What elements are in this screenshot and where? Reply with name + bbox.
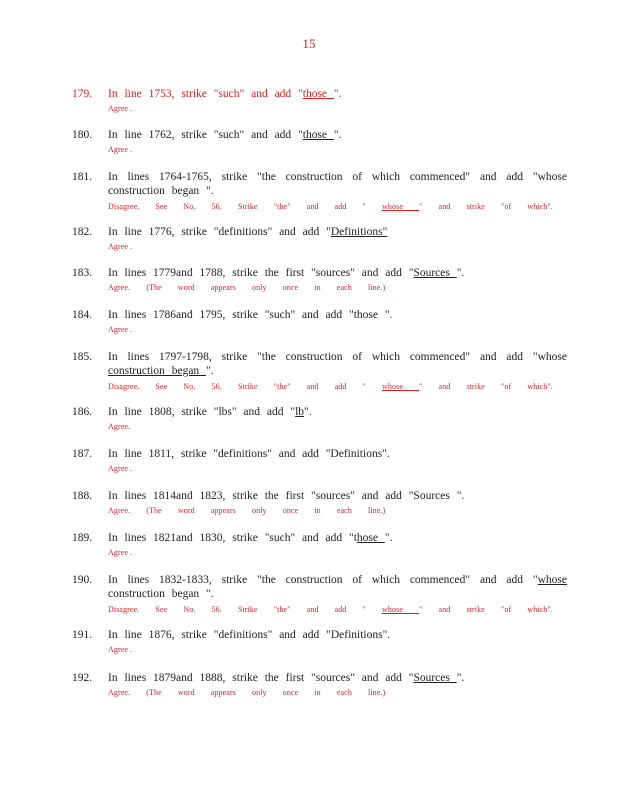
item-number: 181.	[72, 171, 93, 183]
item-text: In lines 1786and 1795, strike "such" and add "those ".	[108, 309, 393, 321]
item-number: 188.	[72, 490, 93, 502]
item-note: Agree.	[108, 422, 131, 431]
item-text-line-1: In lines 1764-1765, strike "the construction of which commenced" and add "whose	[108, 171, 567, 183]
item-note: Agree. (The word appears only once in each line.)	[108, 283, 386, 292]
item-text: In lines 1814and 1823, strike the first "sources" and add "Sources ".	[108, 490, 465, 502]
item-note: Agree .	[108, 145, 133, 154]
item-text: In line 1776, strike "definitions" and add "Definitions"	[108, 226, 388, 238]
item-number: 185.	[72, 351, 93, 363]
item-number: 186.	[72, 406, 93, 418]
item-text: In line 1808, strike "lbs" and add "lb".	[108, 406, 312, 418]
item-text-line-2: construction began ".	[108, 185, 214, 197]
item-note: Disagree. See No. 56. Strike "the" and add " whose " and strike "of which".	[108, 202, 553, 211]
item-note: Disagree. See No. 56. Strike "the" and add " whose " and strike "of which".	[108, 605, 553, 614]
item-text: In lines 1779and 1788, strike the first "sources" and add "Sources ".	[108, 267, 465, 279]
item-number: 184.	[72, 309, 93, 321]
item-number: 180.	[72, 129, 93, 141]
item-text-line-1: In lines 1797-1798, strike "the construction of which commenced" and add "whose	[108, 351, 567, 363]
item-number: 189.	[72, 532, 93, 544]
item-note: Agree. (The word appears only once in each line.)	[108, 688, 386, 697]
item-note: Agree .	[108, 464, 133, 473]
item-note: Agree. (The word appears only once in each line.)	[108, 506, 386, 515]
item-text: In line 1753, strike "such" and add "those ".	[108, 88, 342, 100]
item-text-line-1: In lines 1832-1833, strike "the construction of which commenced" and add "whose	[108, 574, 567, 586]
item-text: In line 1876, strike "definitions" and add "Definitions".	[108, 629, 391, 641]
item-text: In line 1811, strike "definitions" and add "Definitions".	[108, 448, 390, 460]
item-note: Agree .	[108, 104, 133, 113]
item-note: Agree .	[108, 548, 133, 557]
item-note: Agree .	[108, 242, 133, 251]
item-number: 190.	[72, 574, 93, 586]
item-number: 191.	[72, 629, 93, 641]
page-number: 15	[302, 36, 316, 51]
item-text-line-2: construction began ".	[108, 588, 214, 600]
item-note: Agree .	[108, 645, 133, 654]
item-number: 187.	[72, 448, 93, 460]
item-note: Agree .	[108, 325, 133, 334]
item-number: 192.	[72, 672, 93, 684]
item-note: Disagree. See No. 56. Strike "the" and add " whose " and strike "of which".	[108, 382, 553, 391]
item-text-line-2: construction began ".	[108, 365, 214, 377]
item-text: In lines 1821and 1830, strike "such" and add "those ".	[108, 532, 393, 544]
item-text: In lines 1879and 1888, strike the first "sources" and add "Sources ".	[108, 672, 465, 684]
item-number: 182.	[72, 226, 93, 238]
item-number: 183.	[72, 267, 93, 279]
item-text: In line 1762, strike "such" and add "those ".	[108, 129, 342, 141]
item-number: 179.	[72, 88, 93, 100]
